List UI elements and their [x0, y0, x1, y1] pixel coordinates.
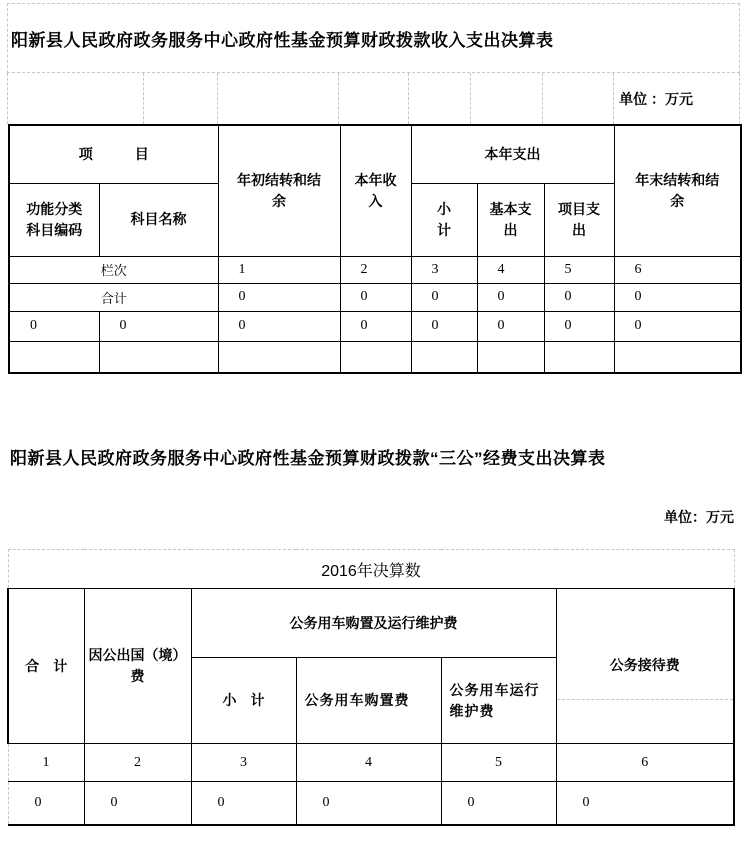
t1-header-end-balance: 年末结转和结 余 [614, 125, 741, 256]
t1-empty-cell [340, 341, 411, 373]
table1-title: 阳新县人民政府政务服务中心政府性基金预算财政拨款收入支出决算表 [7, 3, 740, 73]
t1-data-cell: 0 [99, 311, 218, 341]
decision-tables-page [0, 3, 746, 846]
t1-empty-cell [99, 341, 218, 373]
t1-empty-cell [411, 341, 477, 373]
gridline-cell [218, 73, 339, 124]
t2-value-cell: 0 [84, 782, 191, 825]
t2-value-cell: 0 [8, 782, 84, 825]
t1-lanci-cell: 1 [218, 256, 340, 283]
gridline-cell [543, 73, 614, 124]
t1-data-cell: 0 [614, 311, 741, 341]
t1-header-begin-balance: 年初结转和结 余 [218, 125, 340, 256]
t2-header-vehicle-group: 公务用车购置及运行维护费 [191, 589, 556, 658]
t2-header-maintenance: 公务用车运行 维护费 [441, 658, 556, 744]
t2-value-cell: 0 [296, 782, 441, 825]
t1-total-cell: 0 [544, 283, 614, 311]
table2-unit-label: 单位：万元 [664, 509, 734, 525]
t1-header-subject-name: 科目名称 [99, 183, 218, 256]
t1-empty-cell [9, 341, 99, 373]
table1-unit-label: 单位 ：万元 [614, 73, 740, 124]
t1-total-cell: 0 [477, 283, 544, 311]
t2-header-reception-label: 公务接待费 [557, 632, 734, 700]
gridline-cell [409, 73, 471, 124]
gridline-cell [8, 73, 144, 124]
t2-value-cell: 0 [556, 782, 734, 825]
table2-title: 阳新县人民政府政务服务中心政府性基金预算财政拨款“三公”经费支出决算表 [10, 449, 606, 468]
t1-lanci-cell: 6 [614, 256, 741, 283]
t2-header-purchase: 公务用车购置费 [296, 658, 441, 744]
t1-header-func-code: 功能分类 科目编码 [9, 183, 99, 256]
t2-colnum-cell: 2 [84, 744, 191, 782]
t2-value-cell: 0 [441, 782, 556, 825]
t2-colnum-cell: 4 [296, 744, 441, 782]
t1-header-subtotal: 小 计 [411, 183, 477, 256]
t1-lanci-cell: 3 [411, 256, 477, 283]
gridline-cell [471, 73, 543, 124]
fund-income-expense-table [8, 124, 742, 374]
gridline-cell [339, 73, 410, 124]
t1-lanci-cell: 4 [477, 256, 544, 283]
t2-header-abroad: 因公出国（境） 费 [84, 589, 191, 744]
sheet-top-region [7, 3, 740, 124]
t1-header-year-expense-group: 本年支出 [411, 125, 614, 183]
t1-total-label: 合计 [9, 283, 218, 311]
t1-data-cell: 0 [9, 311, 99, 341]
t1-total-cell: 0 [614, 283, 741, 311]
t1-lanci-label: 栏次 [9, 256, 218, 283]
t1-data-cell: 0 [411, 311, 477, 341]
t1-data-cell: 0 [218, 311, 340, 341]
t2-year-header: 2016年决算数 [8, 550, 734, 589]
t1-total-cell: 0 [411, 283, 477, 311]
t1-empty-cell [614, 341, 741, 373]
t1-empty-cell [218, 341, 340, 373]
t2-colnum-cell: 1 [8, 744, 84, 782]
t1-header-year-income: 本年收 入 [340, 125, 411, 256]
t1-total-cell: 0 [340, 283, 411, 311]
t1-total-cell: 0 [218, 283, 340, 311]
gridline-cell [144, 73, 218, 124]
t1-data-cell: 0 [477, 311, 544, 341]
three-public-expense-table [7, 549, 735, 826]
t1-empty-cell [477, 341, 544, 373]
t1-lanci-cell: 2 [340, 256, 411, 283]
t2-value-cell: 0 [191, 782, 296, 825]
t2-header-subtotal: 小 计 [191, 658, 296, 744]
t1-header-basic-expense: 基本支 出 [477, 183, 544, 256]
t1-lanci-cell: 5 [544, 256, 614, 283]
t1-data-cell: 0 [544, 311, 614, 341]
t2-colnum-cell: 6 [556, 744, 734, 782]
t2-colnum-cell: 5 [441, 744, 556, 782]
unit-gridline-row [7, 73, 740, 124]
t1-header-item-group: 项 目 [9, 125, 218, 183]
t1-header-project-expense: 项目支 出 [544, 183, 614, 256]
t2-colnum-cell: 3 [191, 744, 296, 782]
t1-data-cell: 0 [340, 311, 411, 341]
t2-header-total: 合 计 [8, 589, 84, 744]
t1-empty-cell [544, 341, 614, 373]
t2-header-reception [556, 589, 734, 744]
